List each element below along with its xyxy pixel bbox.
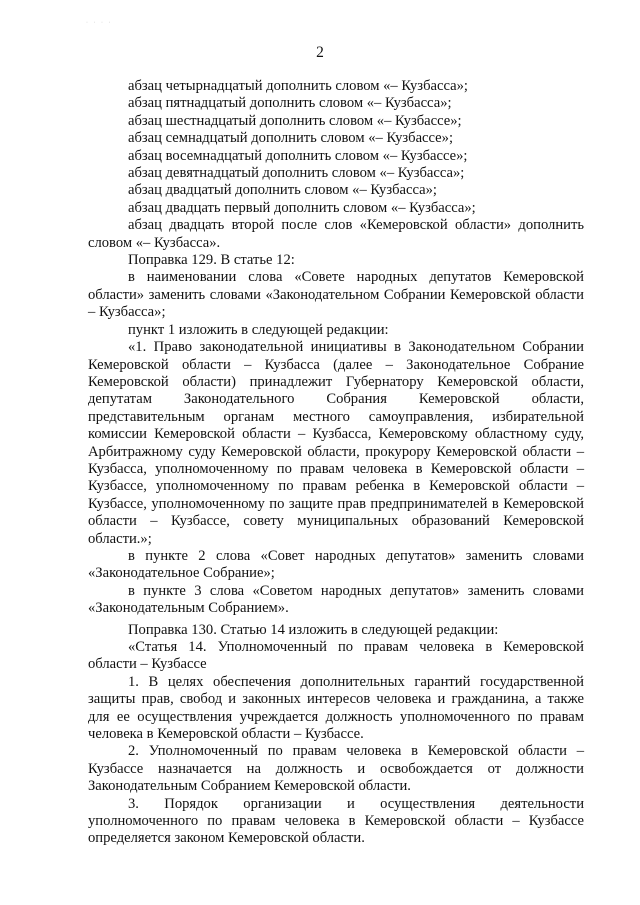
- document-body: [88, 78, 584, 848]
- article-14-title: «Статья 14. Уполномоченный по правам человека в Кемеровской области – Кузбассе: [88, 639, 584, 673]
- paragraph-abzac-18: абзац восемнадцатый дополнить словом «– Кузбассе»;: [128, 147, 468, 164]
- paragraph-abzac-20: абзац двадцатый дополнить словом «– Кузбасса»;: [128, 182, 437, 199]
- paragraph-abzac-19: абзац девятнадцатый дополнить словом «– Кузбасса»;: [128, 165, 465, 182]
- amendment-129-heading: Поправка 129. В статье 12:: [128, 252, 295, 269]
- paragraph-point-1-text: «1. Право законодательной инициативы в Законодательном Собрании Кемеровской области – Кузбасса (далее – Законодательное Собрание Кемеровской области) принадлежит Губернатору Кемеровской области, депутатам Законодательного Собрания Кемеровской области, представительным органам местного самоуправления, избирательной комиссии Кемеровской области – Кузбасса, Кемеровскому областному суду, Арбитражному суду Кемеровской области, прокурору Кемеровской области – Кузбасса, уполномоченному по правам человека в Кемеровской области – Кузбассе, уполномоченному по правам ребенка в Кемеровской области – Кузбассе, уполномоченному по защите прав предпринимателей в Кемеровской области – Кузбассе, совету муниципальных образований Кемеровской области.»;: [88, 339, 584, 547]
- paragraph-abzac-21: абзац двадцать первый дополнить словом «– Кузбасса»;: [128, 199, 476, 216]
- paragraph-abzac-17: абзац семнадцатый дополнить словом «– Кузбассе»;: [128, 130, 454, 147]
- amendment-130-heading: Поправка 130. Статью 14 изложить в следующей редакции:: [128, 621, 499, 638]
- paragraph-point-3: в пункте 3 слова «Советом народных депутатов» заменить словами «Законодательным Собранием».: [88, 582, 584, 617]
- paragraph-point-2: в пункте 2 слова «Совет народных депутатов» заменить словами «Законодательное Собрание»;: [88, 547, 584, 582]
- page-number: 2: [316, 44, 324, 61]
- article-14-point-2: 2. Уполномоченный по правам человека в Кемеровской области – Кузбассе назначается на должность и освобождается от должности Законодательным Собранием Кемеровской области.: [88, 743, 584, 795]
- article-14-point-1: 1. В целях обеспечения дополнительных гарантий государственной защиты прав, свобод и законных интересов человека и гражданина, а также для ее осуществления учреждается должность уполномоченного по правам человека в Кемеровской области – Кузбассе.: [88, 673, 584, 743]
- paragraph-abzac-22: абзац двадцать второй после слов «Кемеровской области» дополнить словом «– Кузбасса».: [88, 217, 584, 251]
- article-14-point-3: 3. Порядок организации и осуществления деятельности уполномоченного по правам человека в Кемеровской области – Кузбассе определяется законом Кемеровской области.: [88, 795, 584, 847]
- paragraph-abzac-15: абзац пятнадцатый дополнить словом «– Кузбасса»;: [128, 95, 452, 112]
- paragraph-point-1-intro: пункт 1 изложить в следующей редакции:: [128, 321, 389, 338]
- paragraph-title-change: в наименовании слова «Совете народных депутатов Кемеровской области» заменить словами «Законодательном Собрании Кемеровской области – Кузбасса»;: [88, 269, 584, 321]
- paragraph-abzac-14: абзац четырнадцатый дополнить словом «– Кузбасса»;: [128, 78, 468, 94]
- paragraph-abzac-16: абзац шестнадцатый дополнить словом «– Кузбассе»;: [128, 112, 462, 129]
- scan-speck: · · · ·: [86, 20, 113, 26]
